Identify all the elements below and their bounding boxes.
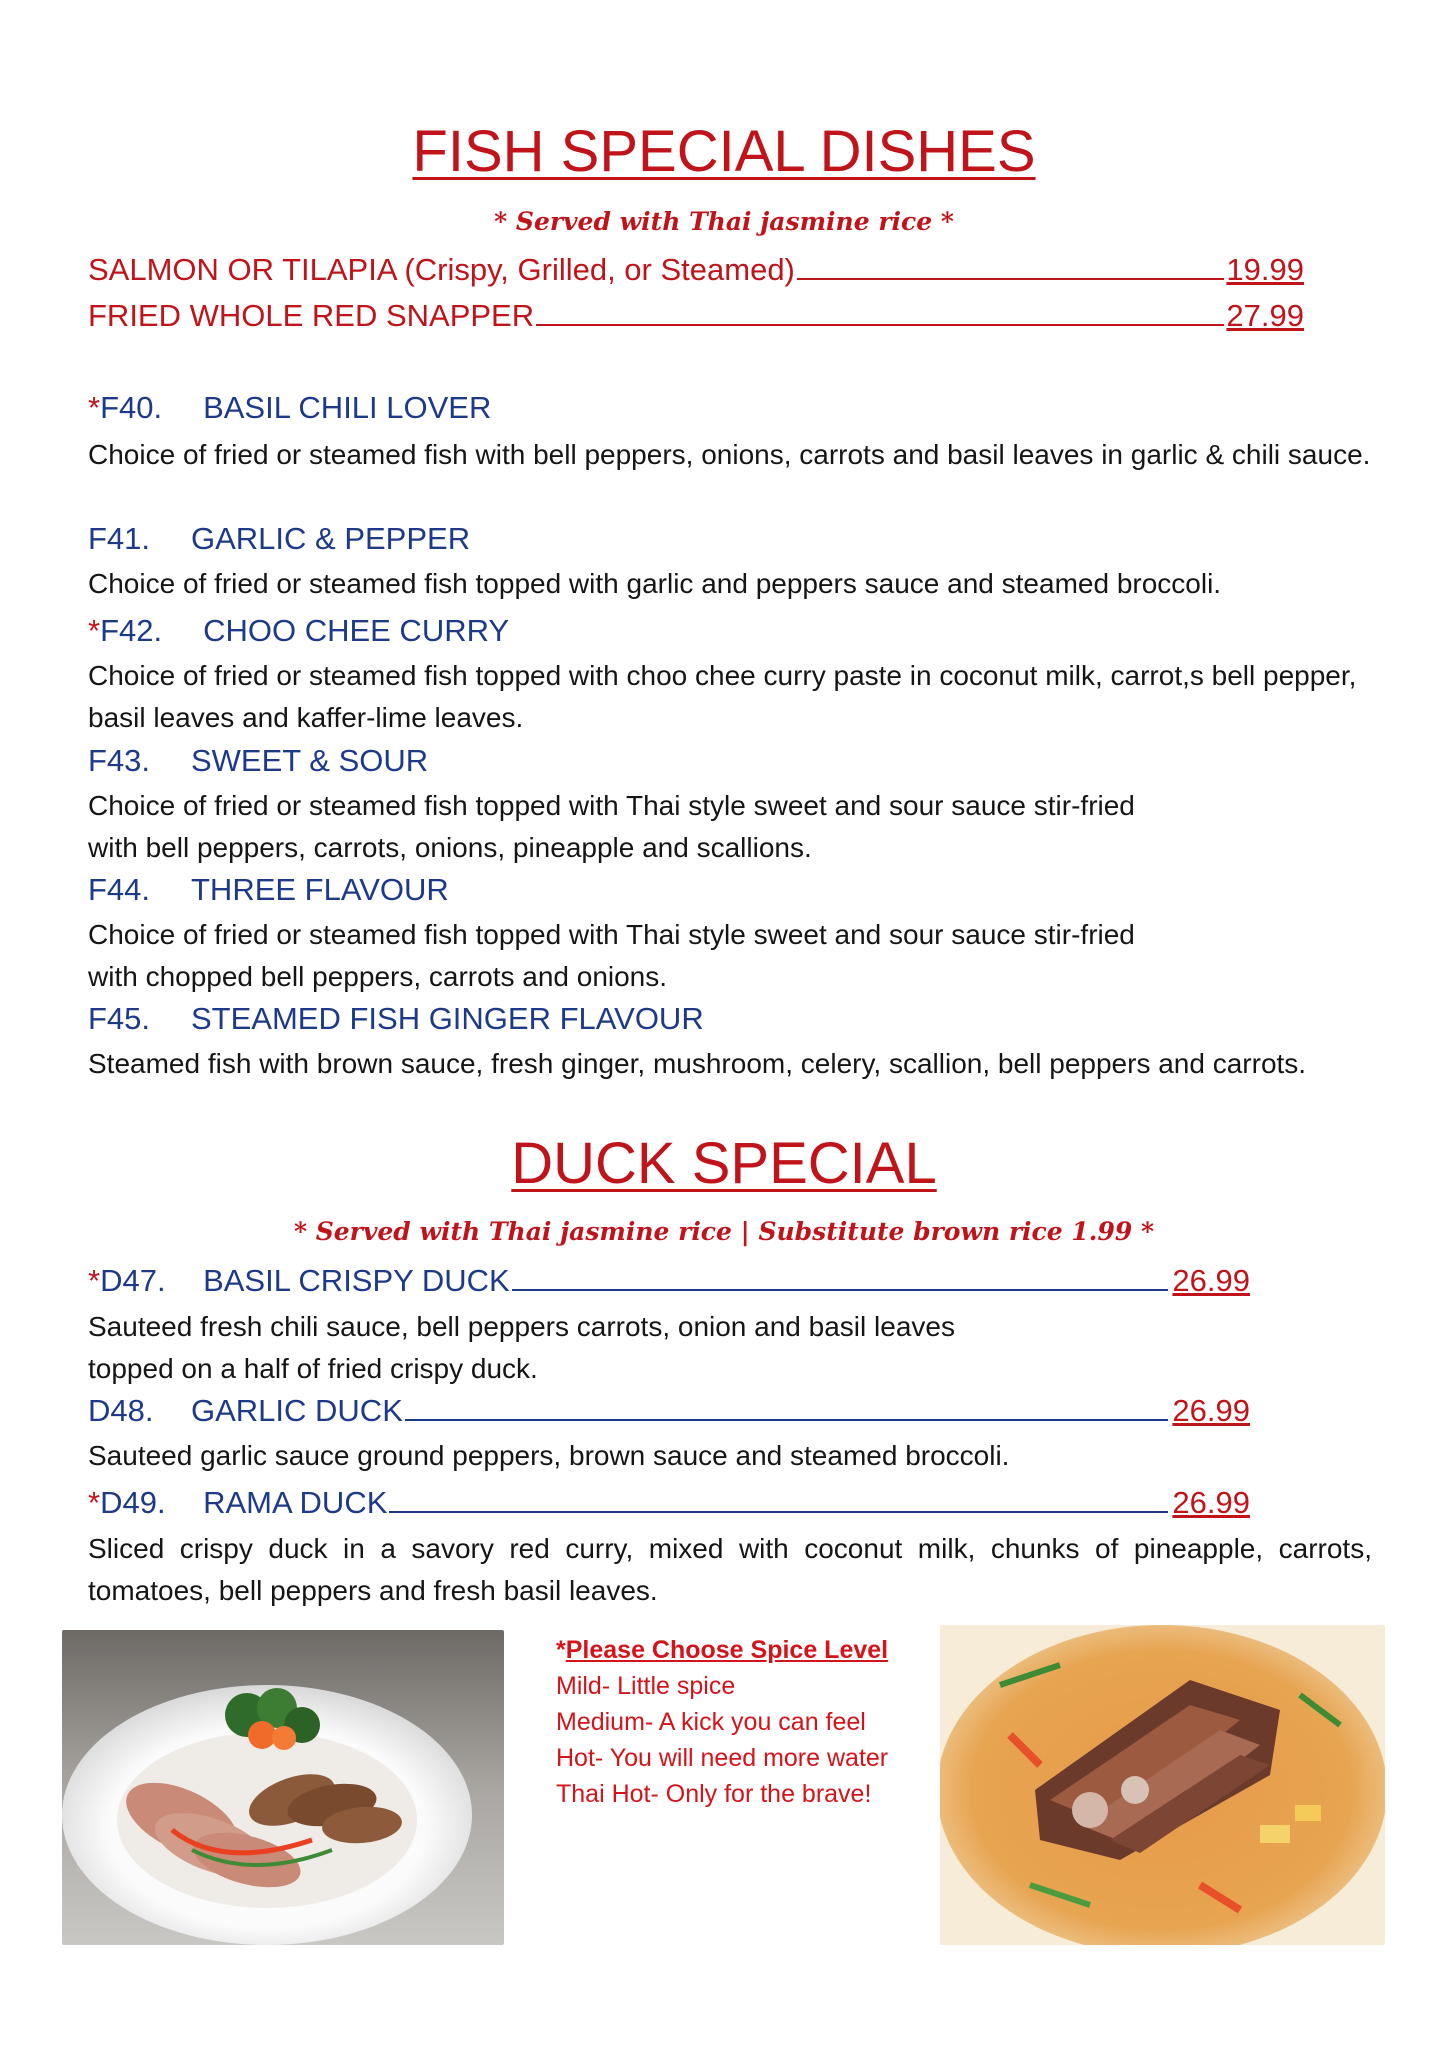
dish-description-d48: Sauteed garlic sauce ground peppers, brown sauce and steamed broccoli. [88, 1440, 1010, 1471]
dish-name: RAMA DUCK [203, 1485, 388, 1520]
dish-heading-f43 [88, 743, 428, 779]
duck-section-subtitle: * Served with Thai jasmine rice | Substitute brown rice 1.99 * [293, 1217, 1155, 1246]
dish-heading-f41 [88, 521, 470, 557]
dish-code: F40. [100, 390, 163, 425]
fish-section-subtitle: * Served with Thai jasmine rice * [494, 207, 954, 236]
description-line: Choice of fried or steamed fish topped with Thai style sweet and sour sauce stir-fried [88, 790, 1135, 821]
dish-heading-f45 [88, 1001, 704, 1037]
dish-price: 26.99 [1172, 1393, 1250, 1428]
dish-description-f42: Choice of fried or steamed fish topped with choo chee curry paste in coconut milk, carrot,s bell pepper, basil leaves and kaffer-lime leaves. [88, 660, 1357, 733]
dish-heading-d49 [88, 1485, 1250, 1521]
priced-item-salmon [88, 252, 1304, 288]
spice-level-heading: *Please Choose Spice Level [556, 1636, 889, 1664]
spice-level-mild: Mild- Little spice [556, 1672, 736, 1700]
dish-description-d47 [88, 1306, 1372, 1390]
dish-description-f45: Steamed fish with brown sauce, fresh ginger, mushroom, celery, scallion, bell peppers and carrots. [88, 1048, 1307, 1079]
dish-code: F43. [88, 743, 151, 778]
priced-item-price: 27.99 [1226, 298, 1304, 333]
leader-line [536, 300, 1224, 326]
dish-description-f43 [88, 785, 1372, 869]
dish-price: 26.99 [1172, 1263, 1250, 1298]
description-line: with bell peppers, carrots, onions, pineapple and scallions. [88, 832, 812, 863]
dish-name: CHOO CHEE CURRY [203, 613, 510, 648]
priced-item-name: FRIED WHOLE RED SNAPPER [88, 298, 535, 333]
dish-description-f41: Choice of fried or steamed fish topped with garlic and peppers sauce and steamed broccoli. [88, 568, 1222, 599]
dish-heading-f40 [88, 390, 491, 426]
dish-heading-d47 [88, 1263, 1250, 1299]
dish-name: SWEET & SOUR [191, 743, 429, 778]
spice-level-hot: Hot- You will need more water [556, 1744, 889, 1772]
fish-section-title: FISH SPECIAL DISHES [412, 119, 1036, 184]
leader-line [797, 254, 1225, 280]
leader-line [405, 1395, 1169, 1421]
dish-code: F45. [88, 1001, 151, 1036]
dish-name: THREE FLAVOUR [191, 872, 449, 907]
dish-heading-f44 [88, 872, 449, 908]
leader-line [389, 1487, 1168, 1513]
spicy-marker: * [88, 613, 101, 648]
dish-name: GARLIC DUCK [191, 1393, 403, 1428]
dish-code: F44. [88, 872, 151, 907]
spicy-marker: * [88, 390, 101, 425]
priced-item-price: 19.99 [1226, 252, 1304, 287]
leader-line [512, 1265, 1169, 1291]
dish-code: F41. [88, 521, 151, 556]
duck-section-title: DUCK SPECIAL [511, 1131, 937, 1196]
dish-name: STEAMED FISH GINGER FLAVOUR [191, 1001, 704, 1036]
dish-code: D47. [100, 1263, 166, 1298]
spicy-marker: * [88, 1485, 101, 1520]
dish-heading-f42 [88, 613, 509, 649]
dish-code: D49. [100, 1485, 166, 1520]
dish-code: F42. [100, 613, 163, 648]
description-line: Sauteed fresh chili sauce, bell peppers carrots, onion and basil leaves [88, 1311, 955, 1342]
dish-description-f44 [88, 914, 1372, 998]
dish-heading-d48 [88, 1393, 1250, 1429]
spice-level-thai-hot: Thai Hot- Only for the brave! [556, 1780, 872, 1808]
priced-item-name: SALMON OR TILAPIA (Crispy, Grilled, or Steamed) [88, 252, 795, 287]
description-line: with chopped bell peppers, carrots and onions. [88, 961, 668, 992]
dish-name: BASIL CHILI LOVER [203, 390, 492, 425]
dish-description-f40: Choice of fried or steamed fish with bell peppers, onions, carrots and basil leaves in garlic & chili sauce. [88, 439, 1371, 470]
dish-price: 26.99 [1172, 1485, 1250, 1520]
description-line: Choice of fried or steamed fish topped with Thai style sweet and sour sauce stir-fried [88, 919, 1135, 950]
description-line: topped on a half of fried crispy duck. [88, 1353, 538, 1384]
spicy-marker: * [88, 1263, 101, 1298]
duck-curry-photo [940, 1625, 1385, 1945]
priced-item-snapper [88, 298, 1304, 334]
duck-plate-photo [62, 1630, 504, 1945]
dish-name: GARLIC & PEPPER [191, 521, 471, 556]
dish-code: D48. [88, 1393, 154, 1428]
spice-level-medium: Medium- A kick you can feel [556, 1708, 866, 1736]
spice-level-box [556, 1632, 888, 1812]
dish-name: BASIL CRISPY DUCK [203, 1263, 510, 1298]
dish-description-d49: Sliced crispy duck in a savory red curry, mixed with coconut milk, chunks of pineapple, carrots, tomatoes, bell peppers and fresh basil leaves. [88, 1533, 1372, 1606]
